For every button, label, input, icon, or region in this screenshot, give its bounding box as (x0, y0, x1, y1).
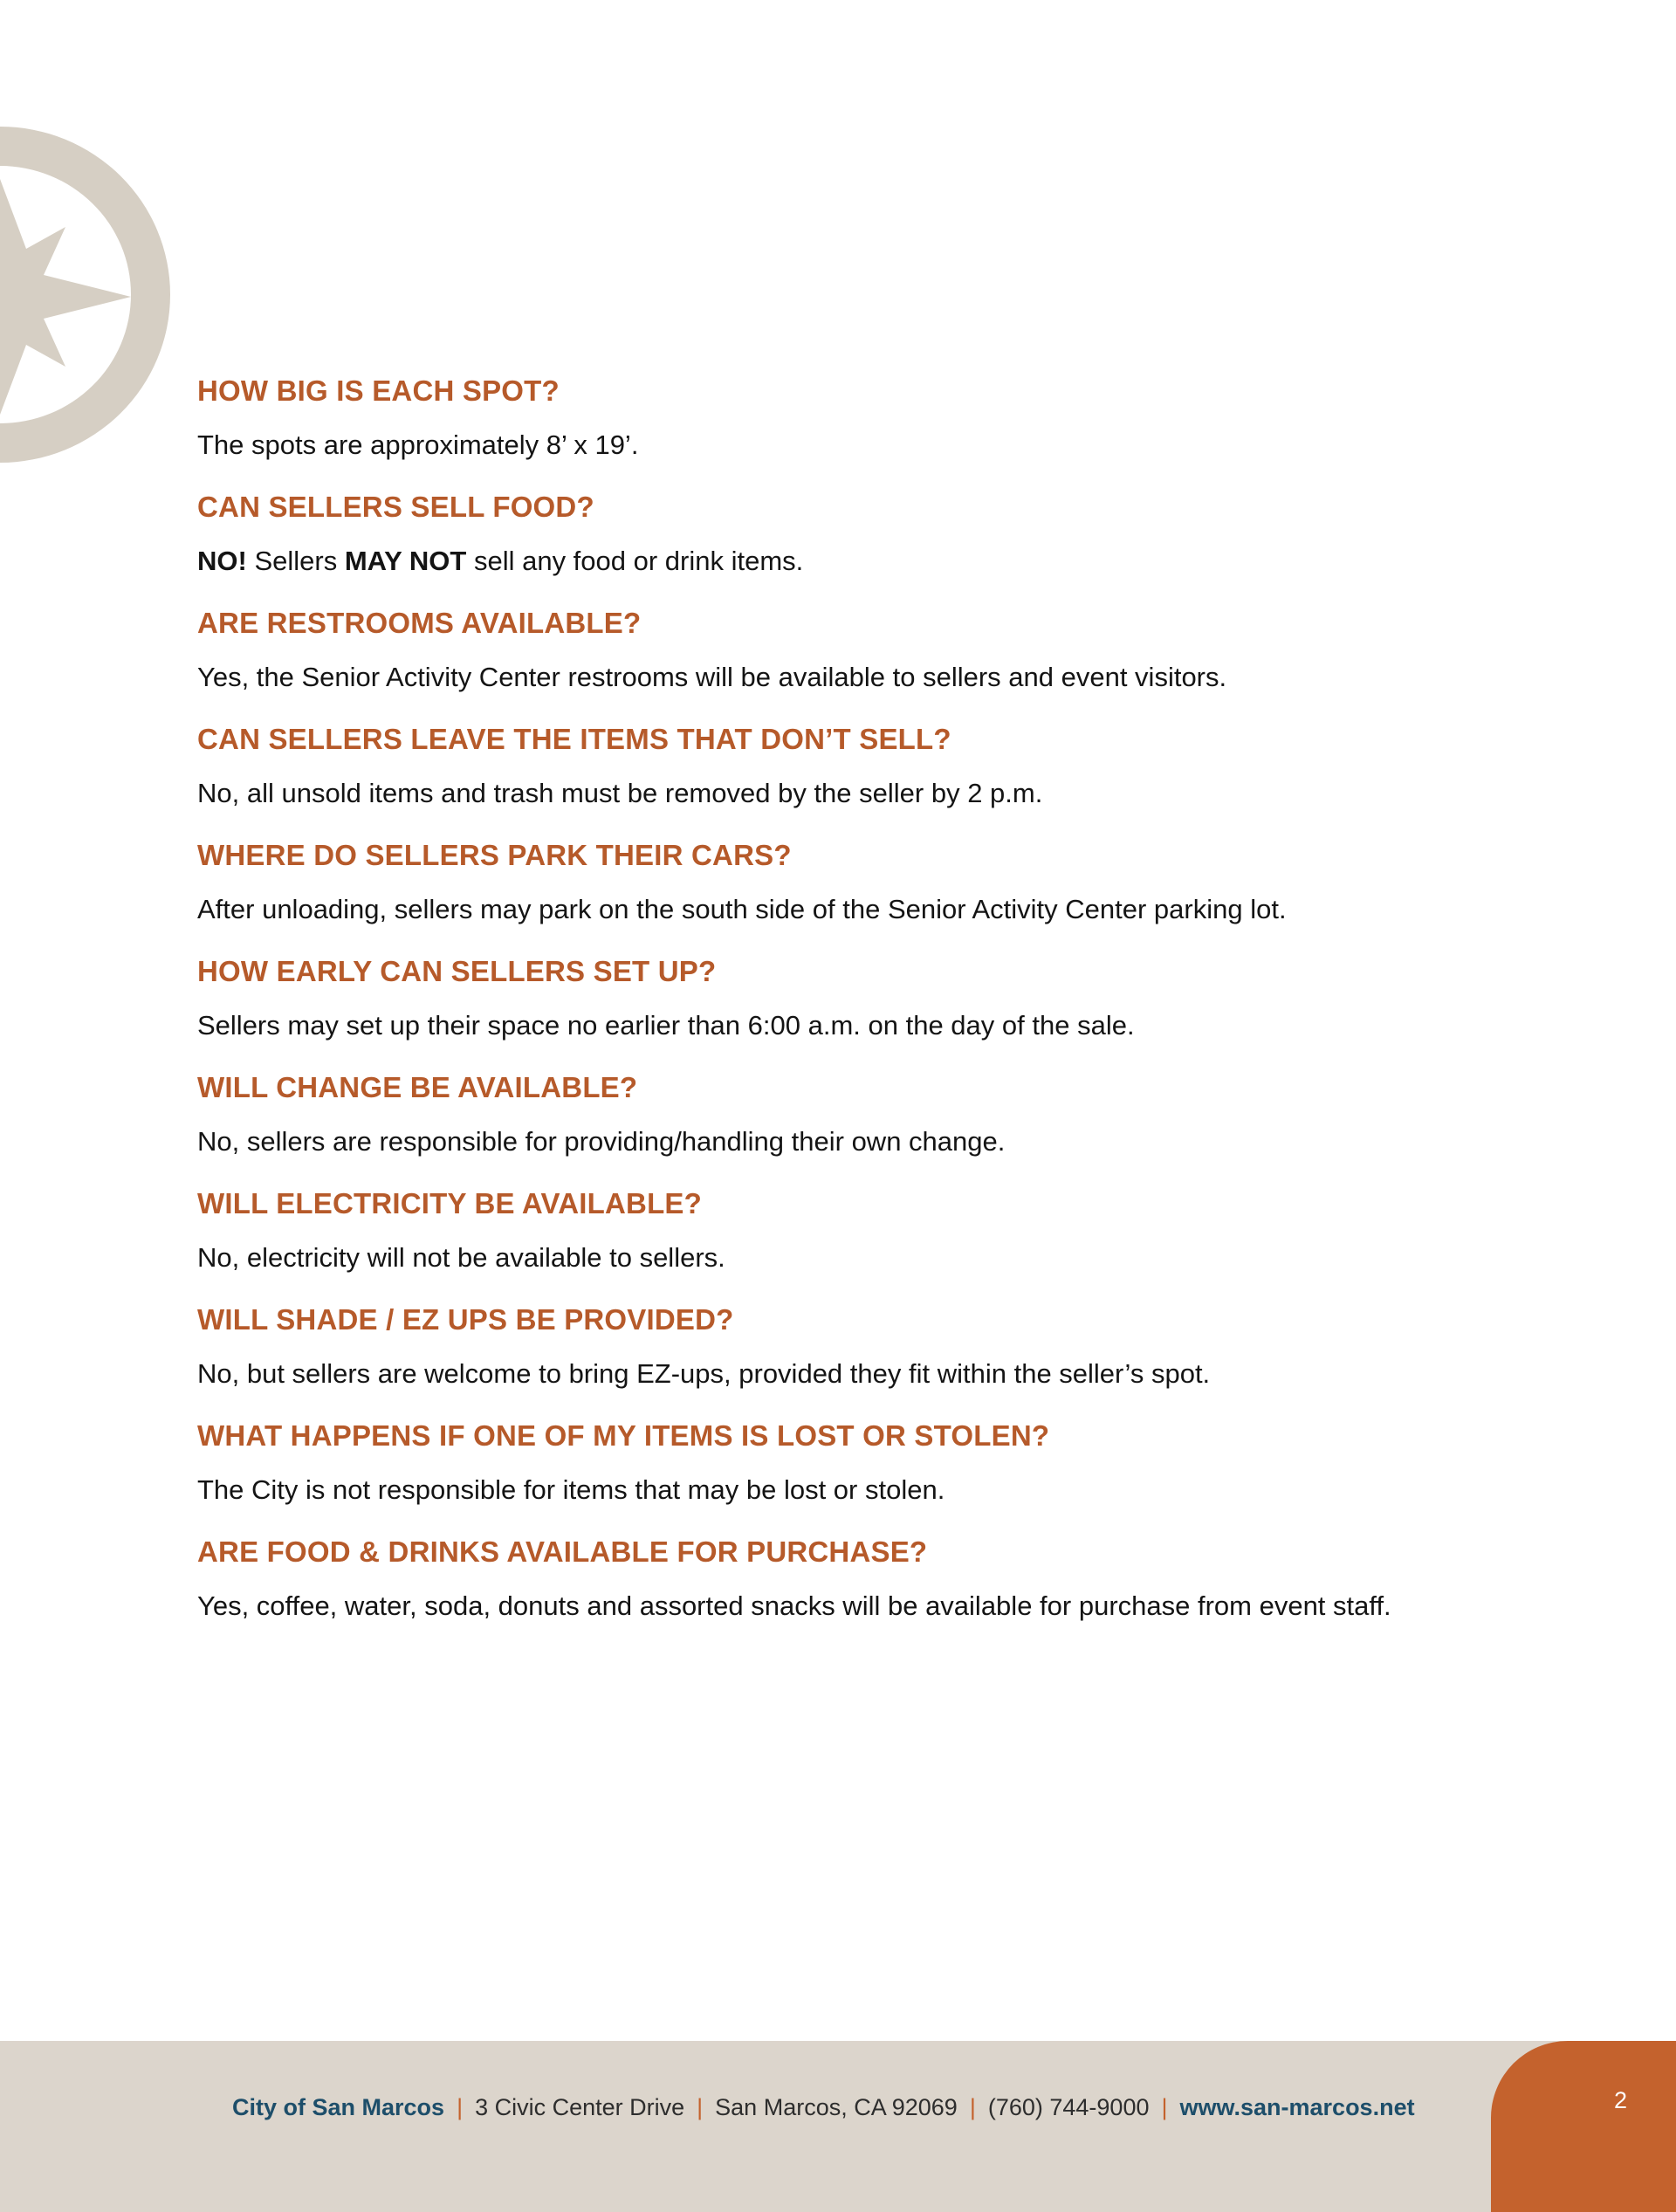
footer-org: City of San Marcos (232, 2094, 445, 2120)
faq-answer: After unloading, sellers may park on the south side of the Senior Activity Center parking lot. (197, 894, 1287, 924)
faq-question: CAN SELLERS SELL FOOD? (197, 491, 594, 523)
faq-question: HOW EARLY CAN SELLERS SET UP? (197, 955, 717, 987)
faq-item (197, 374, 1559, 463)
footer (0, 2041, 1676, 2212)
footer-contact (232, 2092, 1415, 2123)
faq-item (197, 1186, 1559, 1275)
faq-question: WHAT HAPPENS IF ONE OF MY ITEMS IS LOST OR STOLEN? (197, 1419, 1050, 1452)
faq-answer: No, all unsold items and trash must be removed by the seller by 2 p.m. (197, 778, 1043, 808)
answer-emphasis: NO! (197, 546, 247, 576)
faq-question: CAN SELLERS LEAVE THE ITEMS THAT DON’T SELL? (197, 723, 951, 755)
faq-question: ARE RESTROOMS AVAILABLE? (197, 607, 642, 639)
page-number-tab (1491, 2041, 1676, 2212)
faq-question: HOW BIG IS EACH SPOT? (197, 374, 560, 407)
footer-separator: | (457, 2094, 464, 2120)
faq-item (197, 1419, 1559, 1508)
faq-item (197, 1535, 1559, 1624)
faq-question: WHERE DO SELLERS PARK THEIR CARS? (197, 839, 792, 871)
compass-icon (0, 127, 170, 463)
footer-city: San Marcos, CA 92069 (715, 2094, 958, 2120)
faq-answer: The spots are approximately 8’ x 19’. (197, 429, 639, 460)
faq-answer: Sellers may set up their space no earlier than 6:00 a.m. on the day of the sale. (197, 1010, 1135, 1041)
faq-item (197, 1070, 1559, 1159)
footer-separator: | (697, 2094, 704, 2120)
faq-question: WILL ELECTRICITY BE AVAILABLE? (197, 1187, 702, 1219)
faq-item (197, 838, 1559, 927)
faq-item (197, 954, 1559, 1043)
faq-answer: No, but sellers are welcome to bring EZ-ups, provided they fit within the seller’s spot. (197, 1358, 1211, 1389)
faq-question: WILL CHANGE BE AVAILABLE? (197, 1071, 638, 1103)
footer-website-link[interactable]: www.san-marcos.net (1179, 2094, 1415, 2120)
faq-item (197, 606, 1559, 695)
faq-question: ARE FOOD & DRINKS AVAILABLE FOR PURCHASE? (197, 1535, 928, 1568)
faq-answer: Yes, the Senior Activity Center restrooms will be available to sellers and event visitors. (197, 662, 1227, 692)
faq-answer: No, electricity will not be available to sellers. (197, 1242, 725, 1273)
faq-answer (197, 544, 1559, 579)
footer-phone: (760) 744-9000 (987, 2094, 1150, 2120)
faq-answer: No, sellers are responsible for providing/handling their own change. (197, 1126, 1006, 1157)
faq-answer: Yes, coffee, water, soda, donuts and assorted snacks will be available for purchase from event staff. (197, 1590, 1391, 1621)
faq-question: WILL SHADE / EZ UPS BE PROVIDED? (197, 1303, 734, 1336)
answer-text: Sellers (246, 546, 345, 576)
faq-item (197, 722, 1559, 811)
answer-text: sell any food or drink items. (466, 546, 804, 576)
answer-emphasis: MAY NOT (344, 546, 467, 576)
page-number: 2 (1613, 2087, 1627, 2113)
faq-list (197, 374, 1559, 1651)
footer-separator: | (1161, 2094, 1168, 2120)
footer-address: 3 Civic Center Drive (475, 2094, 685, 2120)
faq-item (197, 1302, 1559, 1391)
faq-item (197, 490, 1559, 579)
footer-separator: | (969, 2094, 976, 2120)
faq-answer: The City is not responsible for items that may be lost or stolen. (197, 1474, 945, 1505)
